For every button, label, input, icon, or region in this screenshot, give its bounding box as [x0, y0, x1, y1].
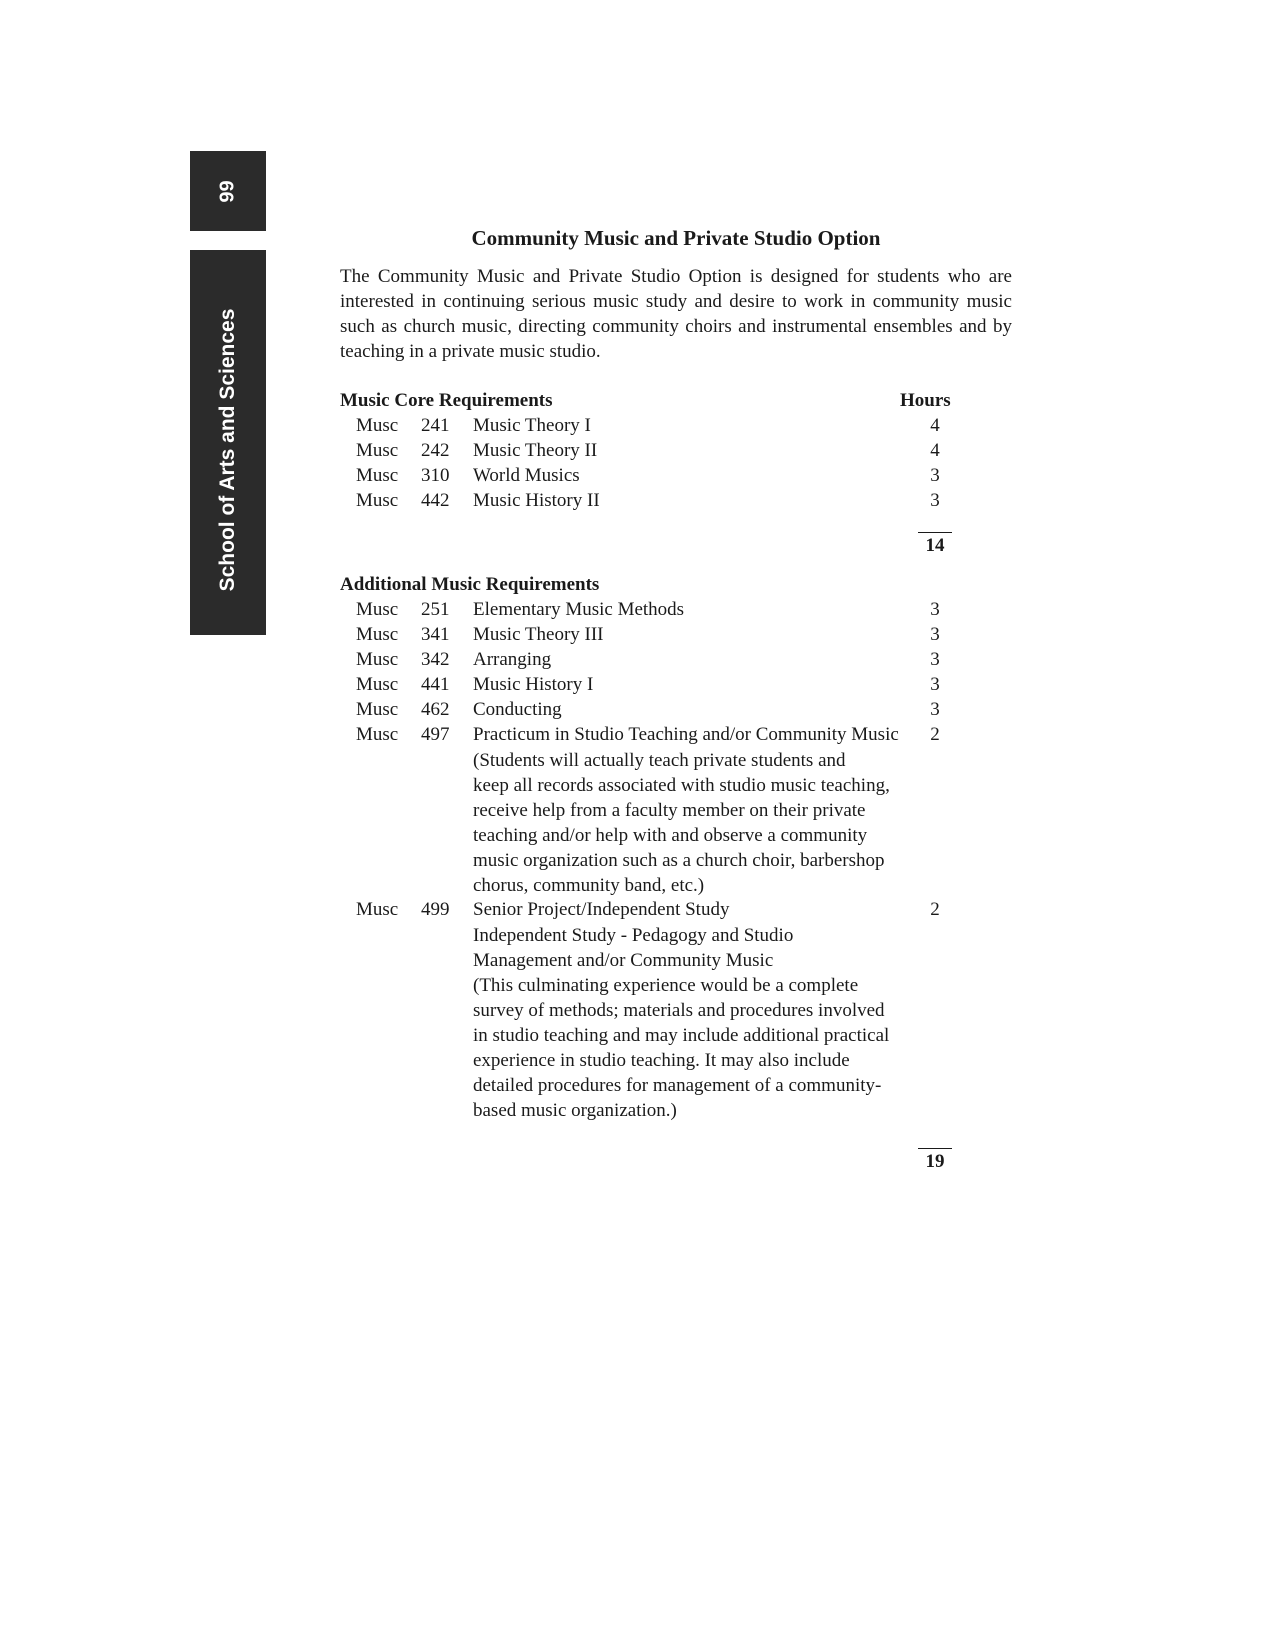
course-number: 310 — [421, 465, 450, 486]
course-dept: Musc — [356, 465, 399, 486]
course-hours: 3 — [930, 490, 940, 511]
course-hours: 4 — [930, 440, 940, 461]
course-description: (Students will actually teach private students and keep all records associated with studio music teaching, receive help from a faculty member on their private teaching and/or help with and observe a community music organization such as a church choir, barbershop chorus, community band, etc.) — [473, 750, 890, 896]
course-name: Senior Project/Independent Study — [473, 899, 730, 920]
intro-paragraph: The Community Music and Private Studio Option is designed for students who are interested in continuing serious music study and desire to work in community music such as church music, directing community choirs and instrumental ensembles and by teaching in a private music studio. — [340, 266, 1012, 362]
course-name: Conducting — [473, 699, 562, 720]
course-dept: Musc — [356, 440, 399, 461]
course-dept: Musc — [356, 415, 399, 436]
course-name: Music History II — [473, 490, 600, 511]
course-number: 497 — [421, 724, 450, 745]
additional-total-hours: 19 — [918, 1148, 952, 1173]
course-number: 462 — [421, 699, 450, 720]
course-number: 342 — [421, 649, 450, 670]
additional-heading: Additional Music Requirements — [340, 574, 600, 595]
course-number: 241 — [421, 415, 450, 436]
page-title: Community Music and Private Studio Option — [471, 226, 881, 250]
course-name: World Musics — [473, 465, 580, 486]
course-number: 499 — [421, 899, 450, 920]
course-number: 242 — [421, 440, 450, 461]
course-dept: Musc — [356, 490, 399, 511]
course-dept: Musc — [356, 624, 399, 645]
course-dept: Musc — [356, 699, 399, 720]
course-name: Practicum in Studio Teaching and/or Community Music — [473, 724, 899, 745]
course-name: Elementary Music Methods — [473, 599, 685, 620]
course-description: Independent Study - Pedagogy and Studio Management and/or Community Music (This culminating experience would be a complete survey of methods; materials and procedures involved in studio teaching and may include additional practical experience in studio teaching. It may also include detailed procedures for management of a community- based music organization.) — [473, 925, 890, 1121]
core-total-hours: 14 — [918, 532, 952, 557]
course-hours: 3 — [930, 674, 940, 695]
course-hours: 2 — [930, 899, 940, 920]
course-hours: 3 — [930, 624, 940, 645]
page-number: 99 — [216, 179, 239, 203]
course-name: Music History I — [473, 674, 594, 695]
course-hours: 3 — [930, 649, 940, 670]
course-dept: Musc — [356, 724, 399, 745]
course-name: Music Theory III — [473, 624, 604, 645]
course-hours: 3 — [930, 699, 940, 720]
course-hours: 3 — [930, 465, 940, 486]
course-dept: Musc — [356, 899, 399, 920]
course-dept: Musc — [356, 599, 399, 620]
section-name: School of Arts and Sciences — [216, 308, 239, 592]
course-name: Music Theory I — [473, 415, 591, 436]
course-name: Music Theory II — [473, 440, 598, 461]
course-number: 442 — [421, 490, 450, 511]
course-number: 341 — [421, 624, 450, 645]
course-name: Arranging — [473, 649, 552, 670]
course-number: 251 — [421, 599, 450, 620]
course-dept: Musc — [356, 674, 399, 695]
course-hours: 3 — [930, 599, 940, 620]
course-dept: Musc — [356, 649, 399, 670]
page-number-tab — [190, 151, 266, 231]
hours-heading: Hours — [900, 390, 951, 411]
course-hours: 2 — [930, 724, 940, 745]
course-hours: 4 — [930, 415, 940, 436]
section-tab — [190, 250, 266, 635]
course-number: 441 — [421, 674, 450, 695]
core-heading: Music Core Requirements — [340, 390, 553, 411]
